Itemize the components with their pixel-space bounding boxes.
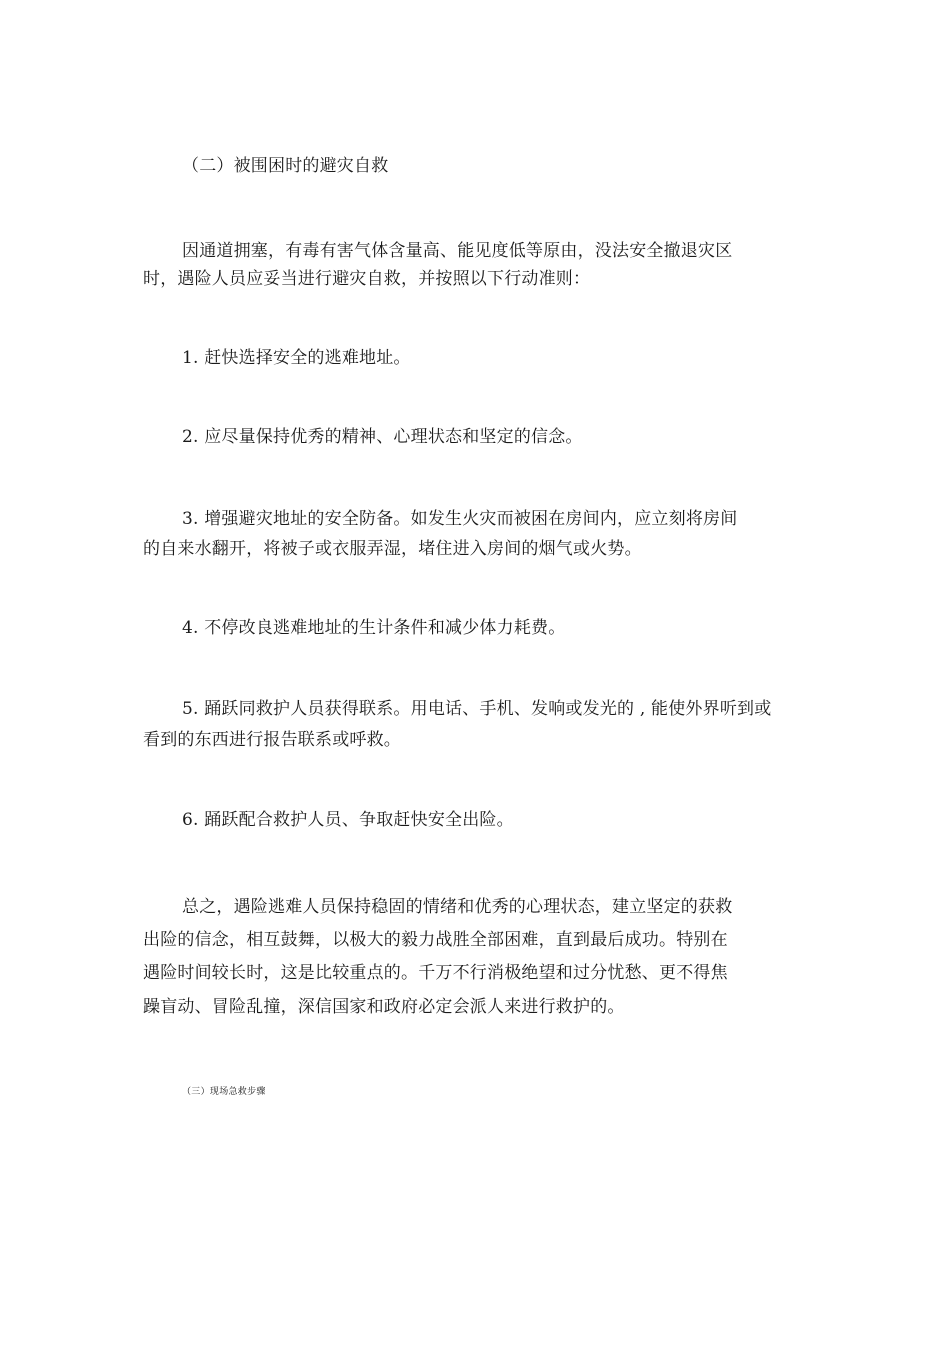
- summary-line-3: 遇险时间较长时，这是比较重点的。千万不行消极绝望和过分忧愁、更不得焦: [143, 963, 728, 983]
- list-item-5-line-1: 5. 踊跃同救护人员获得联系。用电话、手机、发响或发光的 , 能使外界听到或: [182, 699, 772, 719]
- list-item-1: 1. 赶快选择安全的逃难地址。: [182, 348, 411, 368]
- list-item-5-line-2: 看到的东西进行报告联系或呼救。: [143, 730, 401, 750]
- section-heading-3: （三）现场急救步骤: [182, 1087, 266, 1097]
- list-item-2: 2. 应尽量保持优秀的精神、心理状态和坚定的信念。: [182, 427, 583, 447]
- list-item-3-line-2: 的自来水翻开，将被子或衣服弄湿，堵住进入房间的烟气或火势。: [143, 539, 642, 559]
- summary-line-2: 出险的信念，相互鼓舞，以极大的毅力战胜全部困难，直到最后成功。特别在: [143, 930, 728, 950]
- summary-line-4: 躁盲动、冒险乱撞，深信国家和政府必定会派人来进行救护的。: [143, 997, 625, 1017]
- section-heading-2: （二）被围困时的避灾自救: [182, 156, 389, 176]
- summary-line-1: 总之，遇险逃难人员保持稳固的情绪和优秀的心理状态，建立坚定的获救: [182, 897, 733, 917]
- list-item-6: 6. 踊跃配合救护人员、争取赶快安全出险。: [182, 810, 514, 830]
- list-item-4: 4. 不停改良逃难地址的生计条件和减少体力耗费。: [182, 618, 566, 638]
- intro-line-2: 时，遇险人员应妥当进行避灾自救，并按照以下行动准则：: [143, 269, 591, 289]
- list-item-3-line-1: 3. 增强避灾地址的安全防备。如发生火灾而被困在房间内，应立刻将房间: [182, 509, 738, 529]
- intro-line-1: 因通道拥塞，有毒有害气体含量高、能见度低等原由，没法安全撤退灾区: [182, 241, 733, 261]
